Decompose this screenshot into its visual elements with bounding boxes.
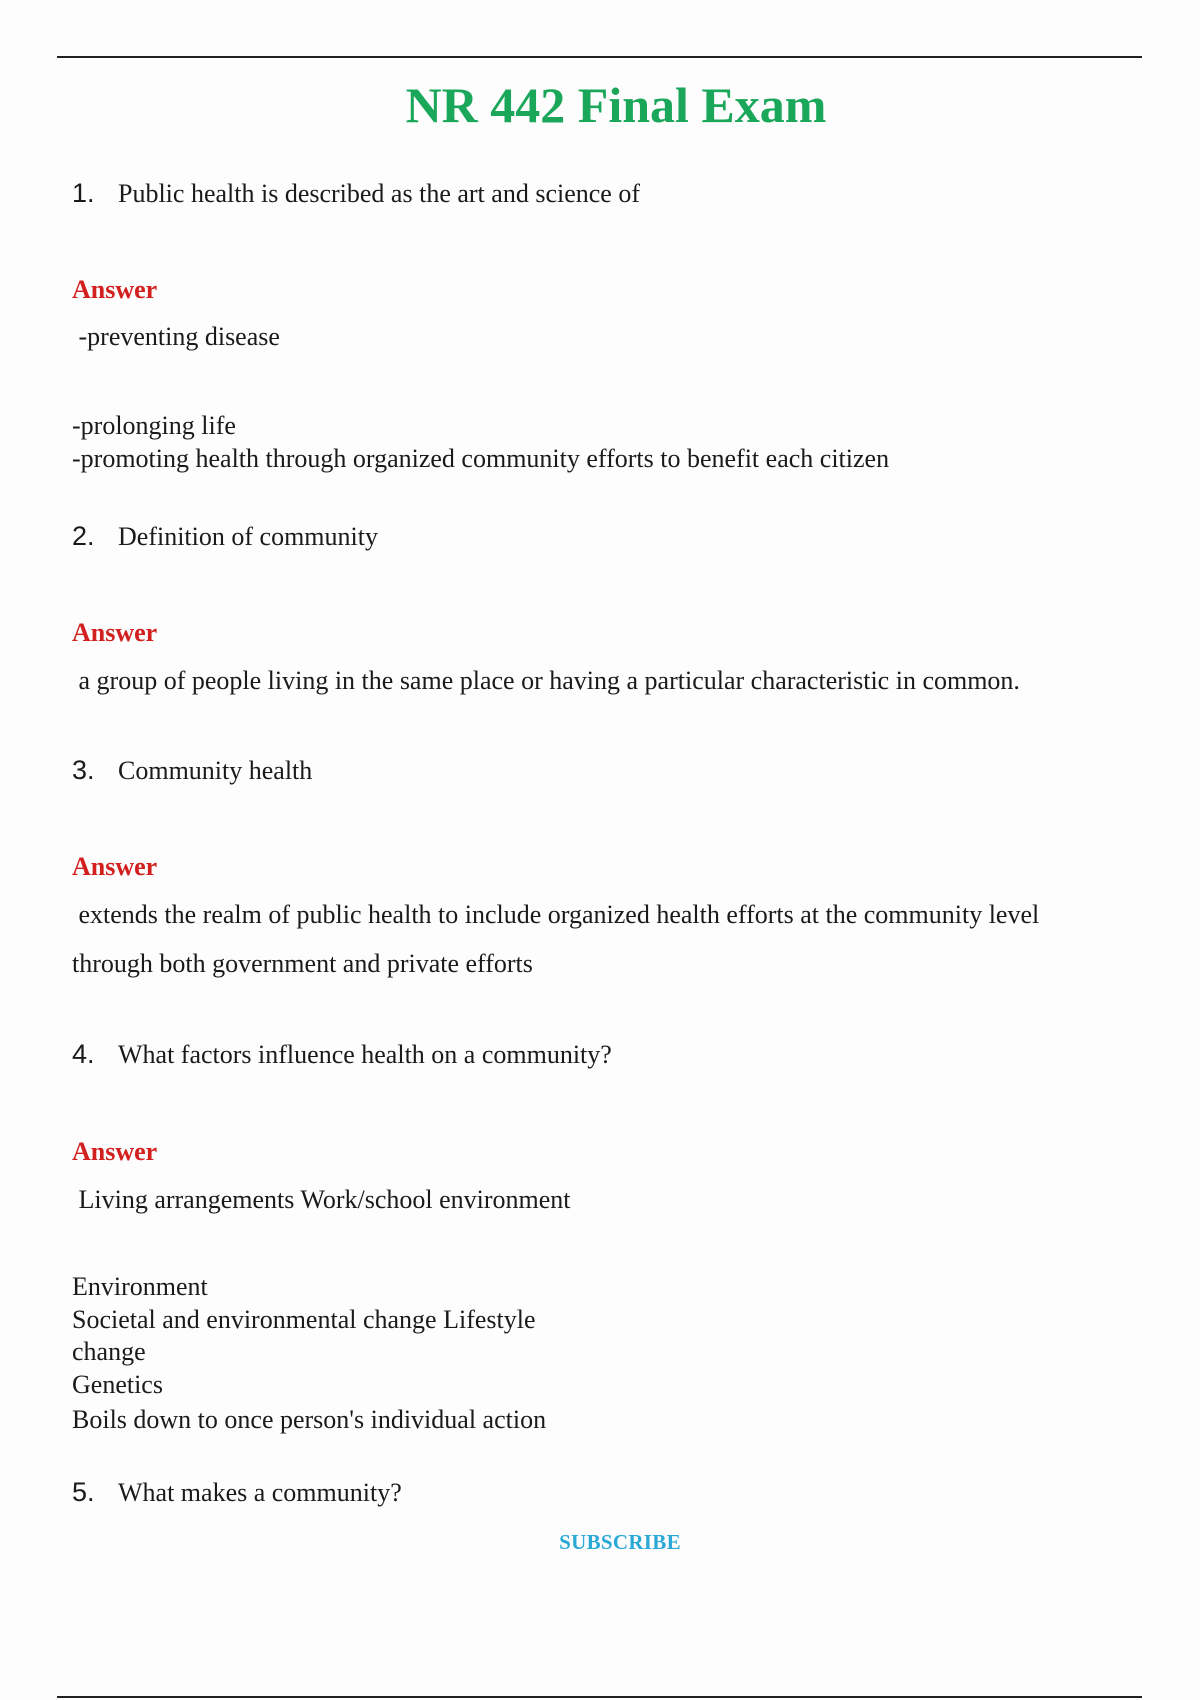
answer-text: Living arrangements Work/school environment [72, 1185, 571, 1214]
answer-line: Boils down to once person's individual action [72, 1405, 547, 1434]
question-text: Community health [118, 756, 313, 785]
answer-text [72, 1271, 546, 1437]
question-number: 2. [72, 521, 95, 551]
bottom-rule [57, 1696, 1142, 1698]
question-4 [72, 1037, 612, 1072]
document-title: NR 442 Final Exam [405, 77, 827, 133]
answer-label: Answer [72, 852, 158, 881]
answer-line: Environment [72, 1272, 208, 1301]
answer-text [72, 410, 889, 475]
answer-text: extends the realm of public health to include organized health efforts at the community level [72, 900, 1040, 929]
answer-line: change [72, 1337, 146, 1366]
question-1 [72, 176, 640, 211]
answer-line: -prolonging life [72, 411, 236, 440]
answer-label: Answer [72, 618, 158, 647]
answer-line: -promoting health through organized community efforts to benefit each citizen [72, 443, 890, 473]
answer-label: Answer [72, 1137, 158, 1166]
question-3 [72, 753, 312, 788]
question-text: What makes a community? [118, 1478, 402, 1507]
question-number: 1. [72, 178, 95, 208]
answer-label: Answer [72, 275, 158, 304]
question-number: 4. [72, 1039, 95, 1069]
subscribe-link[interactable]: SUBSCRIBE [559, 1530, 681, 1554]
question-number: 5. [72, 1477, 95, 1507]
answer-line: Societal and environmental change Lifestyle [72, 1304, 536, 1334]
question-2 [72, 519, 378, 554]
answer-text: -preventing disease [72, 322, 280, 351]
top-rule [57, 56, 1142, 58]
question-text: Public health is described as the art and science of [118, 179, 640, 208]
question-text: Definition of community [118, 522, 378, 551]
question-5 [72, 1475, 402, 1510]
answer-text: through both government and private efforts [72, 949, 533, 978]
answer-text: a group of people living in the same place or having a particular characteristic in common. [72, 666, 1020, 695]
answer-line: Genetics [72, 1369, 163, 1399]
question-number: 3. [72, 755, 95, 785]
question-text: What factors influence health on a community? [118, 1040, 612, 1069]
